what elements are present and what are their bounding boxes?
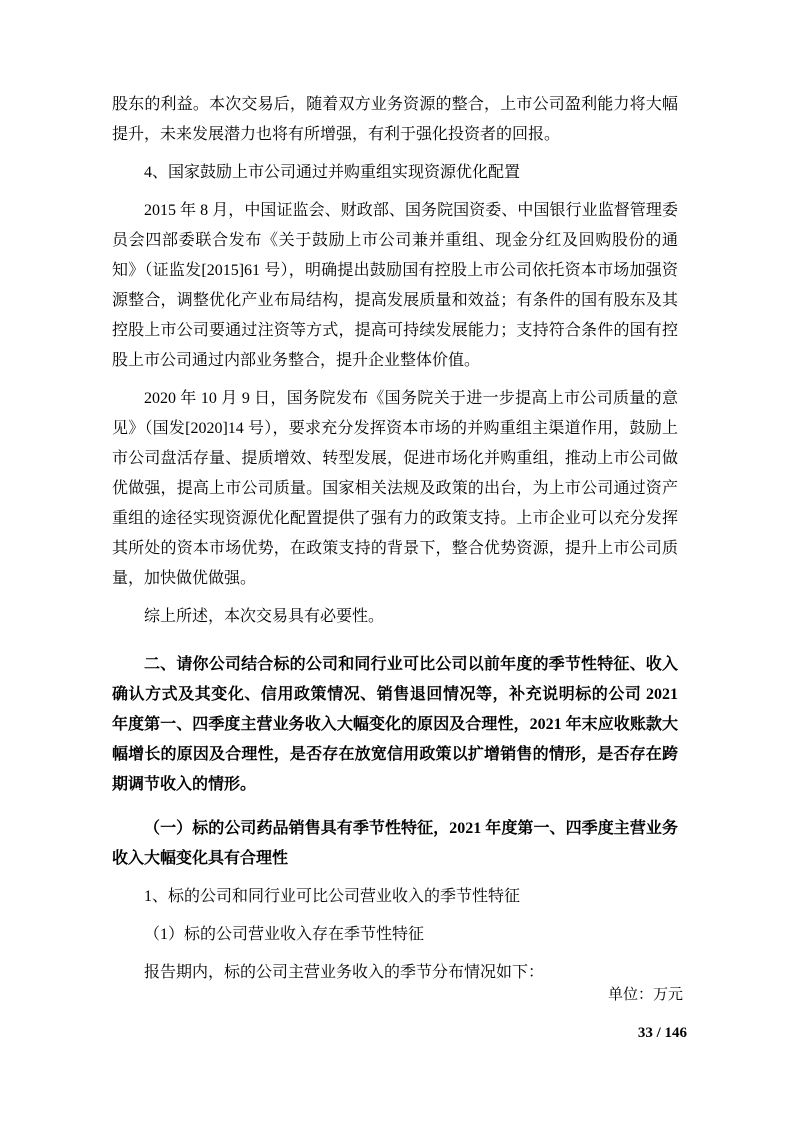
subsection-heading-1: （一）标的公司药品销售具有季节性特征，2021 年度第一、四季度主营业务收入大幅变化具有合理性 <box>112 820 678 867</box>
page-number: 33 / 146 <box>637 1025 687 1041</box>
subsection-item-1-1: （1）标的公司营业收入存在季节性特征 <box>144 926 425 943</box>
paragraph-table-intro: 报告期内，标的公司主营业务收入的季节分布情况如下： <box>144 964 545 981</box>
subsection-item-1: 1、标的公司和同行业可比公司营业收入的季节性特征 <box>144 888 521 905</box>
section-heading-question-2: 二、请你公司结合标的公司和同行业可比公司以前年度的季节性特征、收入确认方式及其变化、信用政策情况、销售退回情况等，补充说明标的公司 2021 年度第一、四季度主营业务收入大幅变化的原因及合理性，2021 年末应收账款大幅增长的原因及合理性，是否存在放宽信用政策以扩增销售的情形，是否存在跨期调节收入的情形。 <box>112 656 678 793</box>
paragraph-conclusion: 综上所述，本次交易具有必要性。 <box>144 608 385 625</box>
unit-note: 单位：万元 <box>607 987 683 1003</box>
paragraph-policy-2015: 2015 年 8 月，中国证监会、财政部、国务院国资委、中国银行业监督管理委员会四部委联合发布《关于鼓励上市公司兼并重组、现金分红及回购股份的通知》（证监发[2015]61 号），明确提出鼓励国有控股上市公司依托资本市场加强资源整合，调整优化产业布局结构，提高发展质量和效益；有条件的国有股东及其控股上市公司要通过注资等方式，提高可持续发展能力；支持符合条件的国有控股上市公司通过内部业务整合，提升企业整体价值。 <box>112 202 678 369</box>
paragraph-continuation: 股东的利益。本次交易后，随着双方业务资源的整合，上市公司盈利能力将大幅提升，未来发展潜力也将有所增强，有利于强化投资者的回报。 <box>112 96 678 143</box>
paragraph-policy-2020: 2020 年 10 月 9 日，国务院发布《国务院关于进一步提高上市公司质量的意见》（国发[2020]14 号），要求充分发挥资本市场的并购重组主渠道作用，鼓励上市公司盘活存量、提质增效、转型发展，促进市场化并购重组，推动上市公司做优做强，提高上市公司质量。国家相关法规及政策的出台，为上市公司通过资产重组的途径实现资源优化配置提供了强有力的政策支持。上市企业可以充分发挥其所处的资本市场优势，在政策支持的背景下，整合优势资源，提升上市公司质量，加快做优做强。 <box>112 390 678 587</box>
heading-item-4: 4、国家鼓励上市公司通过并购重组实现资源优化配置 <box>144 164 521 181</box>
document-body <box>112 90 678 996</box>
